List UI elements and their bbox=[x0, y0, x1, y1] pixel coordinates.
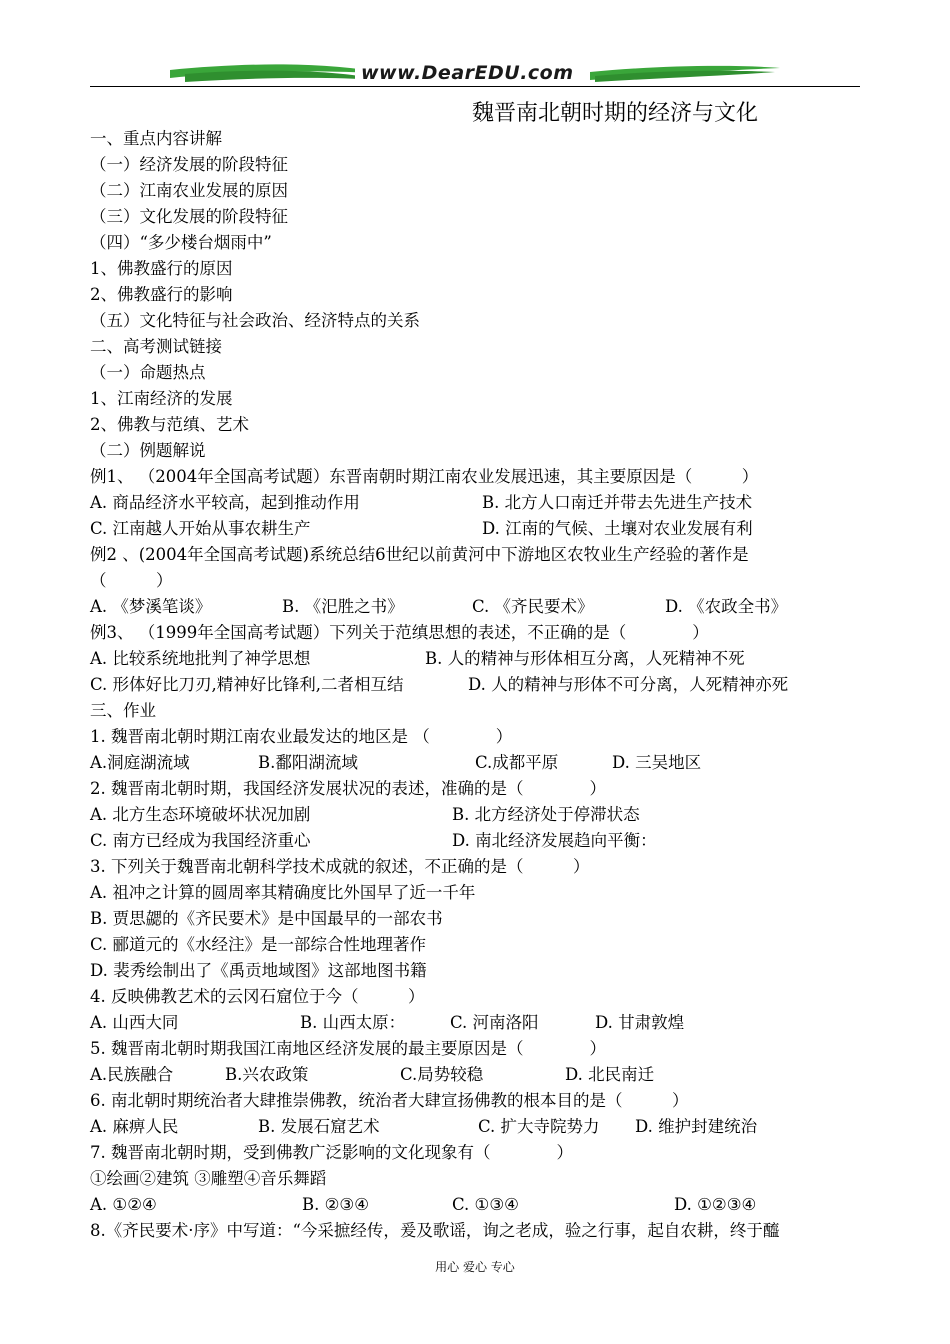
option-text: A.洞庭湖流域 bbox=[90, 753, 190, 772]
text-line bbox=[90, 1010, 865, 1036]
text-line bbox=[90, 698, 865, 724]
text-line bbox=[90, 1062, 865, 1088]
text-line bbox=[90, 594, 865, 620]
text-line bbox=[90, 958, 865, 984]
text-line bbox=[90, 412, 865, 438]
line-text: 1、佛教盛行的原因 bbox=[90, 259, 233, 278]
text-line bbox=[90, 126, 865, 152]
line-text: 3. 下列关于魏晋南北朝科学技术成就的叙述，不正确的是（ ） bbox=[90, 857, 590, 876]
text-line bbox=[90, 724, 865, 750]
line-text: 2. 魏晋南北朝时期，我国经济发展状况的表述，准确的是（ ） bbox=[90, 779, 606, 798]
option-text: C. 形体好比刀刃,精神好比锋利,二者相互结 bbox=[90, 675, 404, 694]
text-line bbox=[90, 386, 865, 412]
text-line bbox=[90, 282, 865, 308]
text-line bbox=[90, 984, 865, 1010]
text-line bbox=[90, 776, 865, 802]
option-text: B. ②③④ bbox=[302, 1195, 369, 1214]
text-line bbox=[90, 1114, 865, 1140]
line-text: 8.《齐民要术·序》中写道：“今采摭经传，爰及歌谣，询之老成，验之行事，起自农耕，终于醯 bbox=[90, 1221, 780, 1240]
option-text: A. 《梦溪笔谈》 bbox=[90, 597, 212, 616]
line-text: 1、江南经济的发展 bbox=[90, 389, 233, 408]
line-text: 2、佛教盛行的影响 bbox=[90, 285, 233, 304]
option-text: B.兴农政策 bbox=[225, 1065, 309, 1084]
text-line bbox=[90, 1140, 865, 1166]
option-text: D. 三吴地区 bbox=[612, 753, 702, 772]
option-text: A. 比较系统地批判了神学思想 bbox=[90, 649, 311, 668]
line-text: ①绘画②建筑 ③雕塑④音乐舞蹈 bbox=[90, 1169, 327, 1188]
text-line bbox=[90, 1036, 865, 1062]
line-text: 三、作业 bbox=[90, 701, 156, 720]
line-text: （二）例题解说 bbox=[90, 441, 206, 460]
text-line bbox=[90, 334, 865, 360]
line-text: 例1、 （2004年全国高考试题）东晋南朝时期江南农业发展迅速，其主要原因是（ ） bbox=[90, 467, 759, 486]
site-url-logo: www.DearEDU.com bbox=[355, 62, 580, 84]
line-text: 6. 南北朝时期统治者大肆推崇佛教，统治者大肆宣扬佛教的根本目的是（ ） bbox=[90, 1091, 689, 1110]
text-line bbox=[90, 516, 865, 542]
line-text: 5. 魏晋南北朝时期我国江南地区经济发展的最主要原因是（ ） bbox=[90, 1039, 606, 1058]
line-text: （ ） bbox=[90, 571, 173, 590]
text-line bbox=[90, 464, 865, 490]
text-line bbox=[90, 490, 865, 516]
line-text: D. 裴秀绘制出了《禹贡地域图》这部地图书籍 bbox=[90, 961, 427, 980]
text-line bbox=[90, 1088, 865, 1114]
option-text: D. 江南的气候、土壤对农业发展有利 bbox=[482, 519, 753, 538]
line-text: 一、重点内容讲解 bbox=[90, 129, 222, 148]
option-text: D. 《农政全书》 bbox=[665, 597, 788, 616]
option-text: C.局势较稳 bbox=[400, 1065, 484, 1084]
text-line bbox=[90, 438, 865, 464]
option-text: D. 北民南迁 bbox=[565, 1065, 655, 1084]
line-text: A. 祖冲之计算的圆周率其精确度比外国早了近一千年 bbox=[90, 883, 476, 902]
text-line bbox=[90, 308, 865, 334]
option-text: C.成都平原 bbox=[475, 753, 559, 772]
line-text: （一）命题热点 bbox=[90, 363, 206, 382]
option-text: B. 《汜胜之书》 bbox=[282, 597, 404, 616]
text-line bbox=[90, 230, 865, 256]
text-line bbox=[90, 568, 865, 594]
text-line bbox=[90, 646, 865, 672]
option-text: D. 南北经济发展趋向平衡： bbox=[452, 831, 657, 850]
line-text: 1. 魏晋南北朝时期江南农业最发达的地区是 （ ） bbox=[90, 727, 513, 746]
text-line bbox=[90, 880, 865, 906]
page-footer: 用心 爱心 专心 bbox=[435, 1260, 515, 1274]
option-text: A. 山西大同 bbox=[90, 1013, 179, 1032]
text-line bbox=[90, 750, 865, 776]
text-line bbox=[90, 854, 865, 880]
document-title: 魏晋南北朝时期的经济与文化 bbox=[471, 101, 758, 126]
option-text: D. 人的精神与形体不可分离，人死精神亦死 bbox=[468, 675, 789, 694]
option-text: C. 扩大寺院势力 bbox=[478, 1117, 600, 1136]
line-text: （三）文化发展的阶段特征 bbox=[90, 207, 288, 226]
line-text: （五）文化特征与社会政治、经济特点的关系 bbox=[90, 311, 420, 330]
text-line bbox=[90, 256, 865, 282]
line-text: 例3、 （1999年全国高考试题）下列关于范缜思想的表述，不正确的是（ ） bbox=[90, 623, 709, 642]
option-text: A. ①②④ bbox=[90, 1195, 157, 1214]
option-text: B. 发展石窟艺术 bbox=[258, 1117, 380, 1136]
option-text: B. 山西太原： bbox=[300, 1013, 406, 1032]
text-line bbox=[90, 1218, 865, 1244]
option-text: A. 北方生态环境破坏状况加剧 bbox=[90, 805, 311, 824]
text-line bbox=[90, 1192, 865, 1218]
line-text: 4. 反映佛教艺术的云冈石窟位于今（ ） bbox=[90, 987, 425, 1006]
text-line bbox=[90, 620, 865, 646]
text-line bbox=[90, 1166, 865, 1192]
option-text: B. 北方人口南迁并带去先进生产技术 bbox=[482, 493, 753, 512]
header-rule bbox=[90, 86, 860, 87]
line-text: B. 贾思勰的《齐民要术》是中国最早的一部农书 bbox=[90, 909, 443, 928]
line-text: （二）江南农业发展的原因 bbox=[90, 181, 288, 200]
line-text: 二、高考测试链接 bbox=[90, 337, 222, 356]
text-line bbox=[90, 542, 865, 568]
text-line bbox=[90, 802, 865, 828]
line-text: （一）经济发展的阶段特征 bbox=[90, 155, 288, 174]
line-text: C. 郦道元的《水经注》是一部综合性地理著作 bbox=[90, 935, 427, 954]
option-text: B.鄱阳湖流域 bbox=[258, 753, 358, 772]
option-text: C. 南方已经成为我国经济重心 bbox=[90, 831, 311, 850]
option-text: B. 北方经济处于停滞状态 bbox=[452, 805, 640, 824]
line-text: 例2 、(2004年全国高考试题)系统总结6世纪以前黄河中下游地区农牧业生产经验的著作是 bbox=[90, 545, 749, 564]
option-text: C. 河南洛阳 bbox=[450, 1013, 539, 1032]
text-line bbox=[90, 828, 865, 854]
text-line bbox=[90, 204, 865, 230]
option-text: D. ①②③④ bbox=[674, 1195, 757, 1214]
text-line bbox=[90, 152, 865, 178]
document-body bbox=[90, 126, 865, 1244]
option-text: A.民族融合 bbox=[90, 1065, 174, 1084]
option-text: D. 甘肃敦煌 bbox=[595, 1013, 685, 1032]
option-text: C. ①③④ bbox=[452, 1195, 519, 1214]
line-text: （四）“多少楼台烟雨中” bbox=[90, 233, 272, 252]
line-text: 7. 魏晋南北朝时期，受到佛教广泛影响的文化现象有（ ） bbox=[90, 1143, 573, 1162]
text-line bbox=[90, 178, 865, 204]
line-text: 2、佛教与范缜、艺术 bbox=[90, 415, 249, 434]
text-line bbox=[90, 672, 865, 698]
option-text: C. 江南越人开始从事农耕生产 bbox=[90, 519, 311, 538]
option-text: A. 麻痹人民 bbox=[90, 1117, 179, 1136]
text-line bbox=[90, 932, 865, 958]
text-line bbox=[90, 360, 865, 386]
option-text: D. 维护封建统治 bbox=[635, 1117, 758, 1136]
option-text: C. 《齐民要术》 bbox=[472, 597, 594, 616]
option-text: A. 商品经济水平较高，起到推动作用 bbox=[90, 493, 360, 512]
text-line bbox=[90, 906, 865, 932]
option-text: B. 人的精神与形体相互分离，人死精神不死 bbox=[425, 649, 745, 668]
